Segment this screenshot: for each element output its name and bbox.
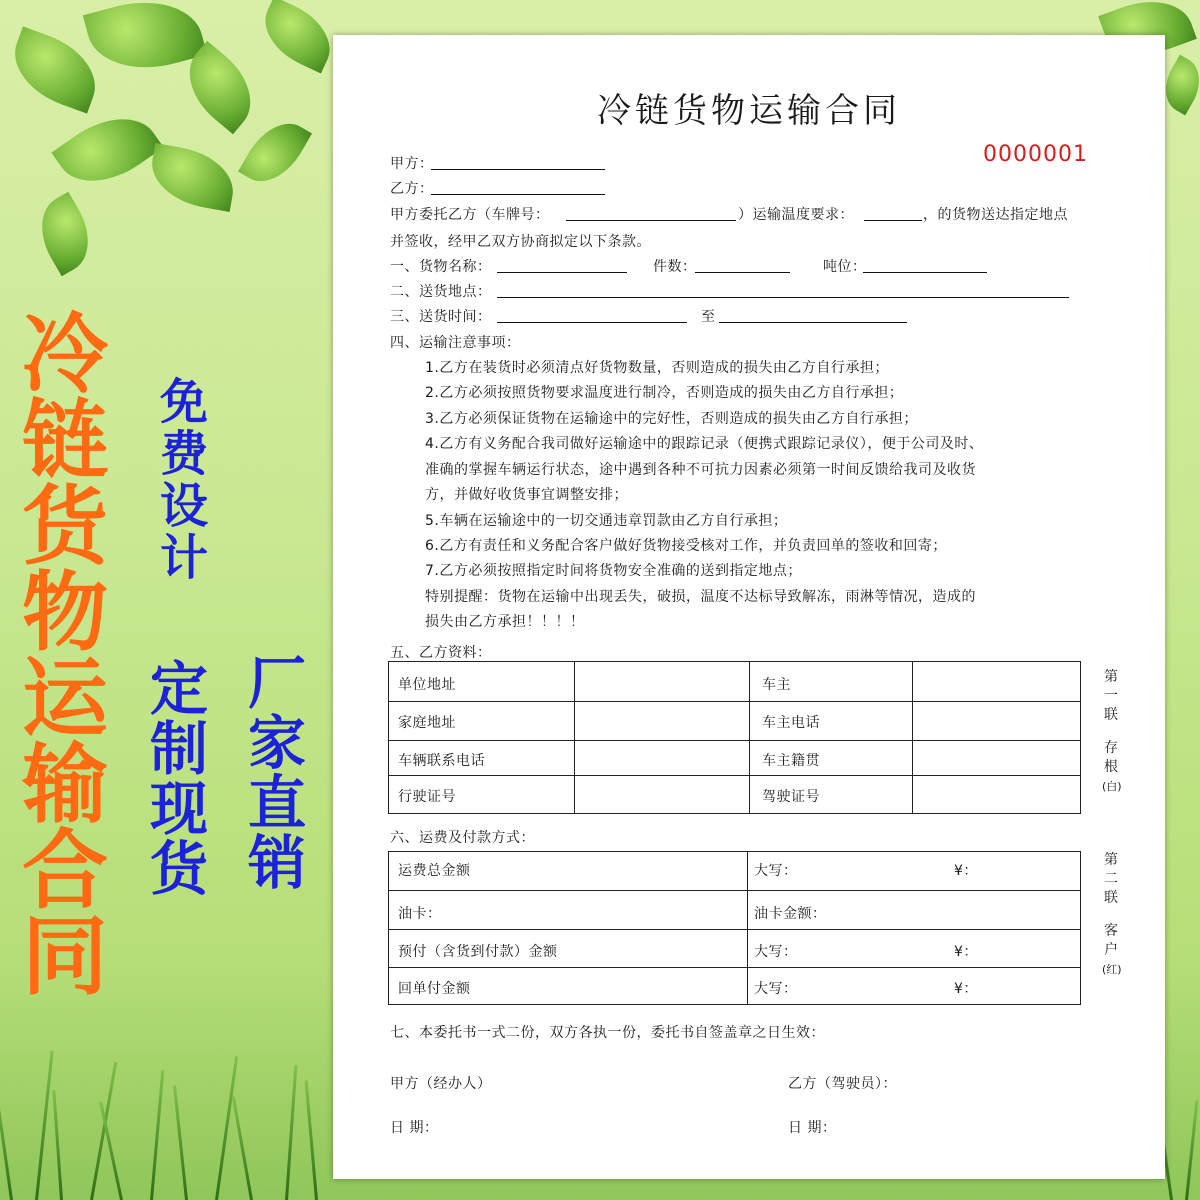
promo-char: 货 xyxy=(150,835,209,903)
temperature-line xyxy=(864,220,922,221)
table-cell-label: 大写： xyxy=(754,944,798,960)
promo-free-design xyxy=(160,374,209,586)
payment-table xyxy=(388,851,1081,1005)
promo-char: 物 xyxy=(22,563,108,663)
leaf-decoration xyxy=(27,192,104,277)
table-cell-label: 油卡金额： xyxy=(754,906,827,922)
delivery-place-line xyxy=(497,297,1069,298)
table-cell-label: 大写： xyxy=(754,863,798,879)
promo-char: 货 xyxy=(22,477,108,577)
plate-number-line xyxy=(566,220,736,221)
promo-main-title xyxy=(22,305,108,1007)
copy-2-marker xyxy=(1102,851,1120,979)
date-party-b: 日 期： xyxy=(788,1120,837,1136)
grass-blade xyxy=(35,1051,54,1200)
goods-name-label: 一、货物名称： xyxy=(390,259,492,275)
party-b-label: 乙方： xyxy=(390,181,434,197)
promo-char: 运 xyxy=(22,649,108,749)
promo-custom-stock xyxy=(150,655,209,903)
contract-form xyxy=(333,35,1165,1179)
goods-weight-label: 吨位： xyxy=(823,259,867,275)
promo-char: 厂 xyxy=(248,649,307,717)
goods-weight-line xyxy=(863,272,987,273)
promo-char: 冷 xyxy=(22,305,108,405)
goods-count-label: 件数： xyxy=(653,259,697,275)
promo-char: 家 xyxy=(248,709,307,777)
grass-blade xyxy=(215,1056,238,1200)
grass-blade xyxy=(1185,1100,1198,1200)
table-cell-label: 单位地址 xyxy=(398,677,456,693)
note-line: 损失由乙方承担！！！！ xyxy=(425,614,585,630)
transport-notes-heading: 四、运输注意事项： xyxy=(390,335,521,351)
promo-char: 链 xyxy=(22,391,108,491)
note-line: 4.乙方有义务配合我司做好运输途中的跟踪记录（便携式跟踪记录仪），便于公司及时、 xyxy=(425,436,984,452)
contract-title: 冷链货物运输合同 xyxy=(597,91,901,131)
promo-char: 制 xyxy=(150,715,209,783)
promo-char: 免 xyxy=(160,374,209,430)
grass-blade xyxy=(99,1102,123,1200)
intro-text-2: ）运输温度要求： xyxy=(738,207,854,223)
copy-char: 根 xyxy=(1104,759,1118,775)
copy-char: 联 xyxy=(1104,707,1118,723)
sign-party-b: 乙方（驾驶员）： xyxy=(788,1076,897,1092)
table-cell-label: 运费总金额 xyxy=(398,863,471,879)
table-cell-label: 预付（含货到付款）金额 xyxy=(398,944,558,960)
intro-text-3: ，的货物送达指定地点 xyxy=(923,207,1068,223)
party-b-info-table xyxy=(388,661,1081,814)
table-cell-label: 驾驶证号 xyxy=(762,789,820,805)
section-7-text: 七、本委托书一式二份，双方各执一份，委托书自签盖章之日生效： xyxy=(390,1025,825,1041)
grass-blade xyxy=(150,1070,164,1200)
leaf-decoration xyxy=(253,0,342,74)
copy-char: 户 xyxy=(1104,942,1118,958)
delivery-time-end-line xyxy=(719,322,907,323)
delivery-time-start-line xyxy=(497,322,687,323)
table-cell-label: 油卡： xyxy=(398,906,442,922)
promo-char: 销 xyxy=(248,829,307,897)
promo-char: 设 xyxy=(160,478,209,534)
copy-char: 存 xyxy=(1104,740,1118,756)
table-cell-label: 车主籍贯 xyxy=(762,753,820,769)
grass-blade xyxy=(90,1062,117,1200)
serial-number: 0000001 xyxy=(983,142,1088,167)
grass-blade xyxy=(52,1090,63,1200)
note-line: 1.乙方在装货时必须清点好货物数量，否则造成的损失由乙方自行承担； xyxy=(425,360,889,376)
note-line: 特别提醒：货物在运输中出现丢失，破损，温度不达标导致解冻，雨淋等情况，造成的 xyxy=(425,589,976,605)
note-line: 5.车辆在运输途中的一切交通违章罚款由乙方自行承担； xyxy=(425,513,788,529)
grass-blade xyxy=(305,1080,318,1200)
note-line: 6.乙方有责任和义务配合客户做好货物接受核对工作，并负责回单的签收和回寄； xyxy=(425,538,947,554)
table-cell-label: 车主 xyxy=(762,677,791,693)
promo-char: 合 xyxy=(22,821,108,921)
table-cell-label: 家庭地址 xyxy=(398,715,456,731)
sign-party-a: 甲方（经办人） xyxy=(390,1076,492,1092)
copy-char: 第 xyxy=(1104,669,1118,685)
table-cell-label: ¥： xyxy=(954,944,978,960)
leaf-decoration xyxy=(51,98,163,202)
table-cell-label: 大写： xyxy=(754,981,798,997)
copy-char: 联 xyxy=(1104,890,1118,906)
grass-blade xyxy=(0,1081,13,1200)
grass-blade xyxy=(285,1065,297,1200)
copy-char: (白) xyxy=(1102,780,1122,793)
note-line: 7.乙方必须按照指定时间将货物安全准确的送到指定地点； xyxy=(425,563,802,579)
promo-char: 费 xyxy=(160,426,209,482)
table-cell-label: ¥： xyxy=(954,863,978,879)
intro-text-4: 并签收，经甲乙双方协商拟定以下条款。 xyxy=(390,234,651,250)
copy-char: 一 xyxy=(1104,688,1118,704)
note-line: 方，并做好收货事宜调整安排； xyxy=(425,487,628,503)
intro-text-1: 甲方委托乙方（车牌号： xyxy=(390,207,550,223)
leaf-decoration xyxy=(238,111,312,194)
party-a-label: 甲方： xyxy=(390,156,434,172)
note-line: 2.乙方必须按照货物要求温度进行制冷，否则造成的损失由乙方自行承担； xyxy=(425,385,904,401)
promo-char: 输 xyxy=(22,735,108,835)
promo-char: 定 xyxy=(150,655,209,723)
leaf-decoration xyxy=(146,143,239,212)
promo-char: 同 xyxy=(22,907,108,1007)
party-b-line xyxy=(431,194,605,195)
copy-char: (红) xyxy=(1102,963,1122,976)
delivery-time-label: 三、送货时间： xyxy=(390,309,492,325)
delivery-time-to: 至 xyxy=(701,309,716,325)
copy-char: 第 xyxy=(1104,852,1118,868)
note-line: 3.乙方必须保证货物在运输途中的完好性，否则造成的损失由乙方自行承担； xyxy=(425,411,918,427)
table-cell-label: ¥： xyxy=(954,981,978,997)
copy-char: 客 xyxy=(1104,923,1118,939)
table-cell-label: 行驶证号 xyxy=(398,789,456,805)
goods-name-line xyxy=(497,272,627,273)
promo-factory-direct xyxy=(248,649,307,897)
table-cell-label: 车主电话 xyxy=(762,715,820,731)
date-party-a: 日 期： xyxy=(390,1120,439,1136)
copy-1-marker xyxy=(1102,668,1120,796)
party-a-line xyxy=(431,169,605,170)
section-5-heading: 五、乙方资料： xyxy=(390,645,492,661)
grass-blade xyxy=(173,1085,188,1200)
section-6-heading: 六、运费及付款方式： xyxy=(390,830,535,846)
table-cell-label: 回单付金额 xyxy=(398,981,471,997)
promo-char: 现 xyxy=(150,775,209,843)
copy-char: 二 xyxy=(1104,871,1118,887)
note-line: 准确的掌握车辆运行状态，途中遇到各种不可抗力因素必须第一时间反馈给我司及收货 xyxy=(425,462,976,478)
table-cell-label: 车辆联系电话 xyxy=(398,753,485,769)
delivery-place-label: 二、送货地点： xyxy=(390,284,492,300)
promo-char: 直 xyxy=(248,769,307,837)
grass-blade xyxy=(232,1096,253,1200)
goods-count-line xyxy=(695,272,790,273)
promo-char: 计 xyxy=(160,530,209,586)
